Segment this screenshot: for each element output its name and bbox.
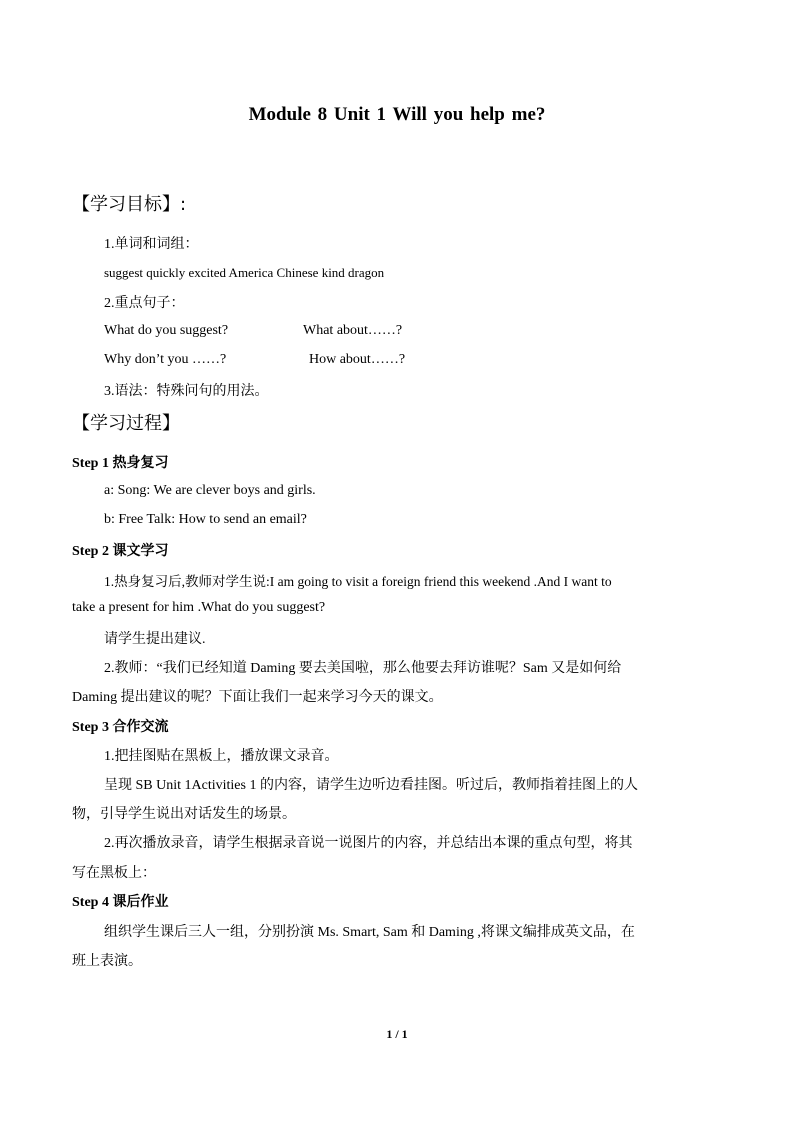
objectives-heading: 【学习目标】: bbox=[72, 194, 187, 215]
objectives-item-1-label: 1.单词和词组： bbox=[104, 237, 199, 252]
page-title: Module 8 Unit 1 Will you help me? bbox=[248, 104, 546, 125]
step2-paragraph-3-line-1: 2.教师：“我们已经知道 Daming 要去美国啦，那么他要去拜访谁呢？Sam 又是如何给 bbox=[104, 661, 622, 676]
step3-heading: Step 3 合作交流 bbox=[72, 720, 169, 735]
objectives-item-2-label: 2.重点句子： bbox=[104, 296, 185, 311]
step3-paragraph-2-line-1: 呈现 SB Unit 1Activities 1 的内容，请学生边听边看挂图。听过后，教师指着挂图上的人 bbox=[104, 778, 638, 793]
step2-paragraph-2: 请学生提出建议. bbox=[104, 632, 206, 647]
step2-paragraph-3-line-2: Daming 提出建议的呢？下面让我们一起来学习今天的课文。 bbox=[72, 690, 443, 705]
step4-paragraph-line-2: 班上表演。 bbox=[72, 954, 142, 969]
step1-line-b: b: Free Talk: How to send an email? bbox=[104, 512, 307, 527]
step3-paragraph-1: 1.把挂图贴在黑板上，播放课文录音。 bbox=[104, 749, 339, 764]
key-sentence-1a: What do you suggest? bbox=[104, 323, 229, 338]
step1-heading: Step 1 热身复习 bbox=[72, 456, 169, 471]
step2-heading: Step 2 课文学习 bbox=[72, 544, 169, 559]
process-heading: 【学习过程】 bbox=[72, 413, 180, 434]
key-sentence-1b: What about……? bbox=[303, 323, 403, 338]
step4-paragraph-line-1: 组织学生课后三人一组，分别扮演 Ms. Smart, Sam 和 Daming ,将课文编排成英文品，在 bbox=[104, 925, 635, 940]
step3-paragraph-2-line-2: 物，引导学生说出对话发生的场景。 bbox=[72, 807, 296, 822]
step4-heading: Step 4 课后作业 bbox=[72, 895, 169, 910]
page-number: 1 / 1 bbox=[386, 1027, 408, 1041]
key-sentence-2a: Why don’t you ……? bbox=[104, 352, 227, 367]
step3-paragraph-3-line-1: 2.再次播放录音，请学生根据录音说一说图片的内容，并总结出本课的重点句型，将其 bbox=[104, 836, 633, 851]
step2-paragraph-1-line-1: 1.热身复习后,教师对学生说:I am going to visit a foreign friend this weekend .And I want to bbox=[104, 574, 612, 589]
step3-paragraph-3-line-2: 写在黑板上： bbox=[72, 866, 156, 881]
vocabulary-words: suggest quickly excited America Chinese kind dragon bbox=[104, 265, 385, 280]
step1-line-a: a: Song: We are clever boys and girls. bbox=[104, 483, 316, 498]
objectives-item-3: 3.语法：特殊问句的用法。 bbox=[104, 384, 269, 399]
step2-paragraph-1-line-2: take a present for him .What do you suggest? bbox=[72, 600, 326, 615]
key-sentence-2b: How about……? bbox=[309, 352, 406, 367]
